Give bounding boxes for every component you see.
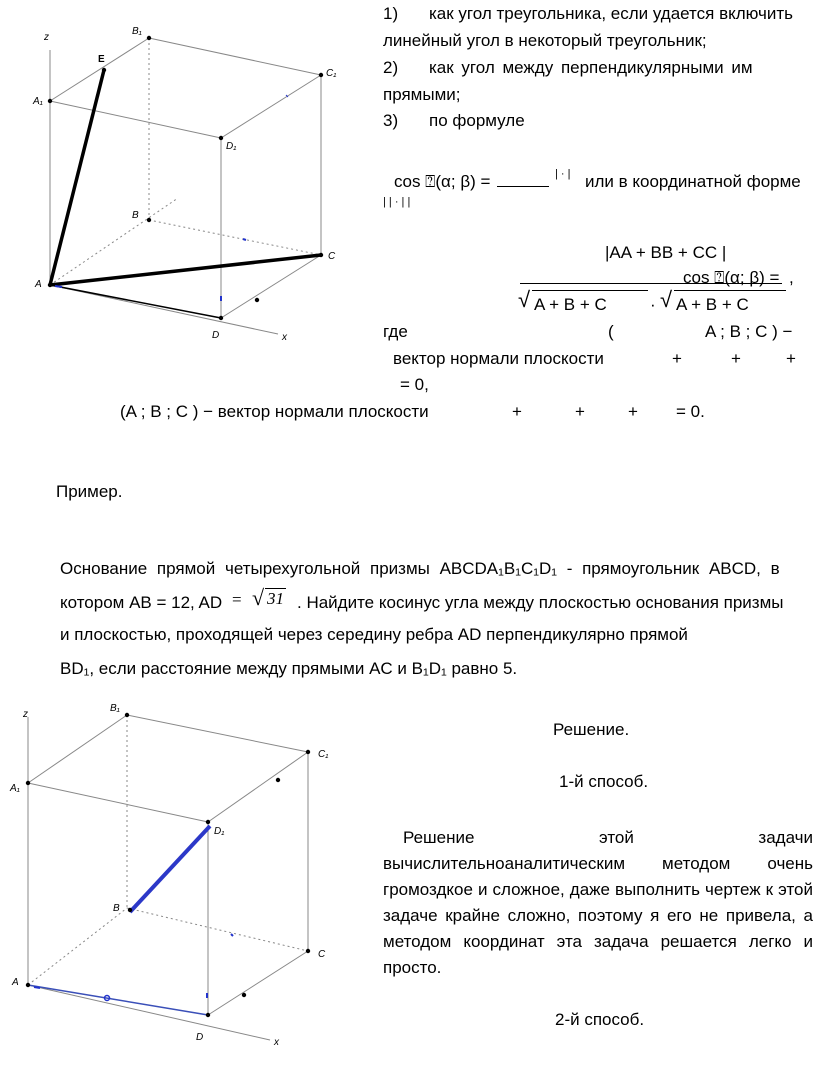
label2-B1: B₁ <box>110 703 120 714</box>
example-line-1: Основание прямой четырехугольной призмы ABCDA₁B₁C₁D₁ - прямоугольник ABCD, в <box>60 559 780 578</box>
label-E: E <box>98 54 105 65</box>
formula1-numerator: | · | <box>555 168 571 180</box>
label-z: z <box>44 32 49 43</box>
list-text-2a: как угол между перпендикулярными им <box>429 58 753 77</box>
list-text-1b: линейный угол в некоторый треугольник; <box>383 31 707 50</box>
label-B1: B₁ <box>132 26 142 37</box>
label2-D: D <box>196 1032 204 1043</box>
label2-C1: C₁ <box>318 749 329 760</box>
example-sqrt-sign: √ <box>252 585 265 610</box>
solution-method-2: 2-й способ. <box>555 1010 645 1029</box>
label2-D1: D₁ <box>214 826 225 837</box>
solution-title: Решение. <box>553 720 630 739</box>
label-D1: D₁ <box>226 141 237 152</box>
where-line3: (A ; B ; C ) − вектор нормали плоскости <box>120 402 429 421</box>
label2-C: C <box>318 949 326 960</box>
label2-x: x <box>274 1037 279 1048</box>
formula2-den-a: A + B + C <box>534 295 607 314</box>
example-sqrt-value: 31 <box>267 589 284 608</box>
where-line2: вектор нормали плоскости <box>393 349 604 368</box>
where-eq0b: = 0. <box>676 402 705 421</box>
formula1-left: cos ⍰(α; β) = <box>394 172 491 191</box>
label2-A1: A₁ <box>10 783 20 794</box>
segment-BD1 <box>130 826 210 912</box>
formula2-den-b: A + B + C <box>676 295 749 314</box>
where-eq0: = 0, <box>400 375 429 394</box>
sqrt-sign-1: √ <box>518 287 531 312</box>
label2-z: z <box>23 709 28 720</box>
solution-method-1: 1-й способ. <box>559 772 649 791</box>
label2-A: A <box>12 977 19 988</box>
figure-1-prism <box>0 0 360 350</box>
example-line-2b: . Найдите косинус угла между плоскостью основания призмы <box>297 593 784 612</box>
figure-2-prism <box>0 695 360 1055</box>
list-num-1: 1) <box>383 4 399 23</box>
formula1-denominator: | | · | | <box>383 196 411 208</box>
list-num-2: 2) <box>383 58 399 77</box>
where-vector: A ; B ; C ) − <box>705 322 793 341</box>
where-plus-4: + <box>512 402 522 421</box>
label-C: C <box>328 251 336 262</box>
formula1-fraction-bar <box>497 176 549 187</box>
formula2-numerator: |AA + BB + CC | <box>605 243 727 262</box>
formula2-dot: · <box>650 295 656 314</box>
example-line-4: BD₁, если расстояние между прямыми AC и B₁D₁ равно 5. <box>60 659 518 678</box>
label-x: x <box>282 332 287 343</box>
example-title: Пример. <box>56 482 123 501</box>
formula2-cos: cos ⍰(α; β) = <box>683 268 780 287</box>
label-A: A <box>35 279 42 290</box>
example-line-3: и плоскостью, проходящей через середину ребра AD перпендикулярно прямой <box>60 625 688 644</box>
list-text-2b: прямыми; <box>383 85 461 104</box>
sqrt-sign-2: √ <box>660 287 673 312</box>
label-B: B <box>132 210 139 221</box>
where-plus-6: + <box>628 402 638 421</box>
where-plus-5: + <box>575 402 585 421</box>
example-line-2a: котором AB = 12, AD <box>60 593 223 612</box>
formula1-right: или в координатной форме <box>585 172 801 191</box>
label2-B: B <box>113 903 120 914</box>
list-text-3a: по формуле <box>429 111 525 130</box>
where-plus-2: + <box>731 349 741 368</box>
where-plus-1: + <box>672 349 682 368</box>
label-A1: A₁ <box>33 96 43 107</box>
example-eq: = <box>232 590 242 609</box>
where-paren: ( <box>608 322 614 341</box>
list-text-1a: как угол треугольника, если удается включить <box>429 4 794 23</box>
formula2-comma: , <box>789 268 794 287</box>
where-gde: где <box>383 322 408 341</box>
label-D: D <box>212 330 220 341</box>
list-num-3: 3) <box>383 111 399 130</box>
solution-body: Решение этой задачи вычислительноаналитическим методом очень громоздкое и сложное, даже выполнить чертеж к этой задаче крайне сложно, поэтому я его не привела, а методом координат эта задача решается легко и просто. <box>383 828 813 977</box>
where-plus-3: + <box>786 349 796 368</box>
formula2-fraction-bar <box>520 283 782 284</box>
label-C1: C₁ <box>326 68 337 79</box>
